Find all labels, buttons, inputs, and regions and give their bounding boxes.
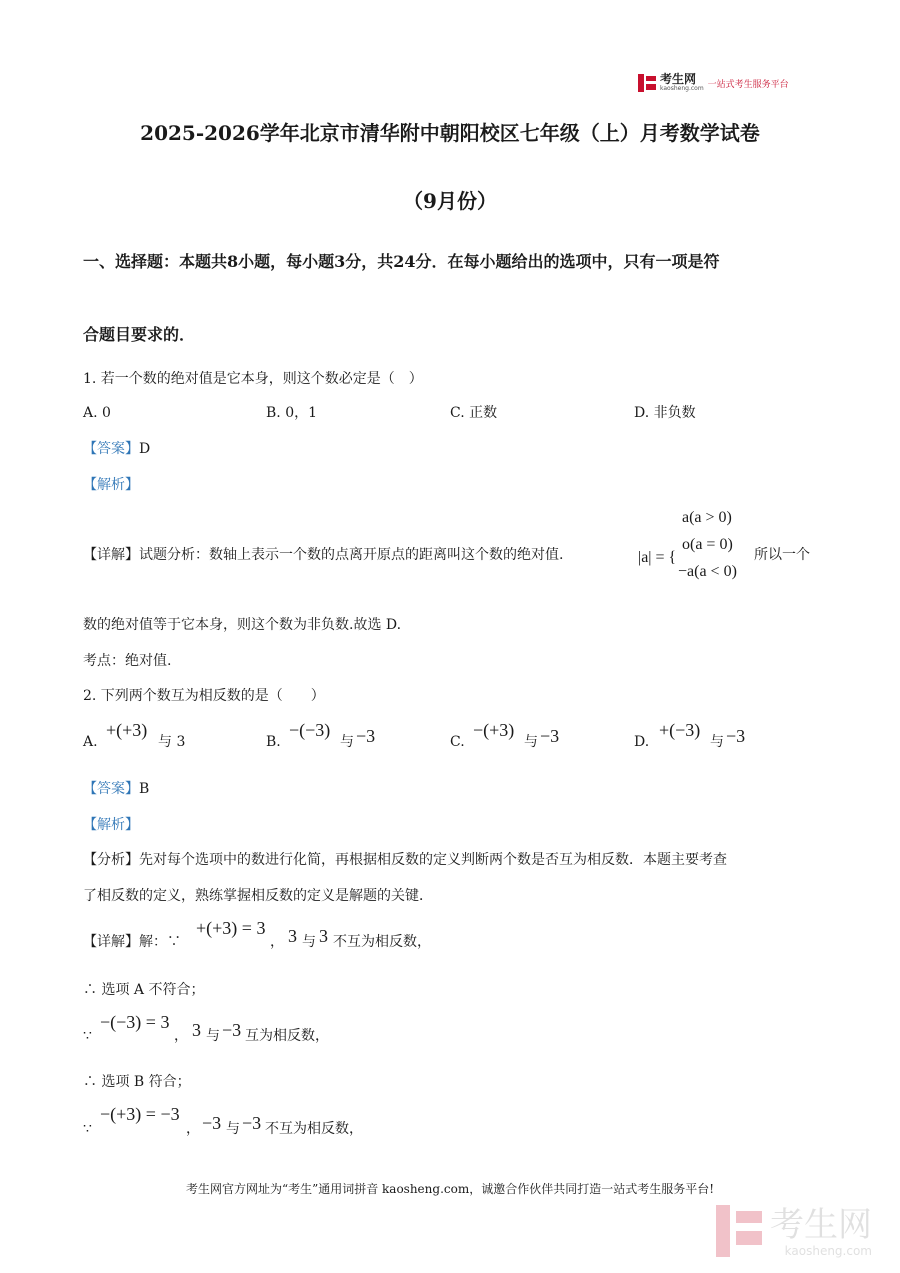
- abs-case-3: −a(a < 0): [678, 563, 737, 580]
- logo-slogan: 一站式考生服务平台: [707, 79, 789, 90]
- q1-detail-suffix: 所以一个: [754, 547, 810, 563]
- q2-answer: [83, 779, 149, 799]
- q2-detail1-comma: ，: [270, 934, 284, 950]
- q2-detail1-a: 3: [288, 926, 297, 946]
- q2-detail-prefix: 【详解】解：∵: [83, 934, 181, 950]
- q2-option-c-val: −3: [540, 726, 560, 746]
- q2-analysis-tag: 【解析】: [83, 817, 139, 833]
- q2-option-c-label: C.: [450, 734, 465, 750]
- q1-option-a: A. 0: [83, 405, 111, 421]
- q1-detail-line2: 数的绝对值等于它本身，则这个数为非负数.故选 D.: [83, 617, 402, 633]
- watermark-sub: kaosheng.com: [784, 1244, 872, 1258]
- header-logo: [638, 72, 789, 94]
- q2-detail1-tail: 不互为相反数，: [333, 934, 431, 950]
- watermark: [716, 1205, 872, 1257]
- q1-option-d: D. 非负数: [634, 405, 696, 421]
- q2-detail1-b: 3: [319, 926, 328, 946]
- q2-detail3-expr: −(+3) = −3: [100, 1104, 180, 1124]
- q2-detail3-yu: 与: [226, 1121, 240, 1137]
- q2-detail2-tail: 互为相反数，: [245, 1028, 329, 1044]
- because-symbol-2: ∵: [83, 1028, 92, 1044]
- q2-detail3-a: −3: [202, 1113, 222, 1133]
- section-heading-line1: 一、选择题：本题共8小题，每小题3分，共24分．在每小题给出的选项中，只有一项是符: [83, 252, 720, 271]
- q2-option-c-tail: 与: [524, 734, 538, 750]
- q1-kaodian: 考点：绝对值.: [83, 653, 172, 669]
- abs-lhs: |a| = {: [638, 549, 677, 566]
- q2-detail2-comma: ，: [174, 1028, 188, 1044]
- answer-tag: 【答案】: [83, 441, 139, 457]
- section-heading-line2: 合题目要求的．: [83, 325, 196, 344]
- page-title: 2025-2026学年北京市清华附中朝阳校区七年级（上）月考数学试卷: [140, 121, 760, 145]
- q2-detail3-tail: 不互为相反数，: [265, 1121, 363, 1137]
- q2-option-a-tail: 与 3: [158, 734, 186, 750]
- q2-detail3-b: −3: [242, 1113, 262, 1133]
- q2-conclusion-2: ∴ 选项 B 符合；: [83, 1074, 191, 1090]
- q2-fenxi-line1: 【分析】先对每个选项中的数进行化简，再根据相反数的定义判断两个数是否互为相反数．本题主要考查: [83, 852, 727, 868]
- q2-detail2-b: −3: [222, 1020, 242, 1040]
- watermark-text: 考生网: [770, 1205, 872, 1245]
- q2-detail1-expr: +(+3) = 3: [196, 918, 266, 938]
- q2-option-d-val: −3: [726, 726, 746, 746]
- q2-detail2-a: 3: [192, 1020, 201, 1040]
- q1-analysis-tag: 【解析】: [83, 477, 139, 493]
- page-subtitle: （9月份）: [403, 189, 497, 213]
- q2-option-b-val: −3: [356, 726, 376, 746]
- q2-option-a-expr: +(+3): [106, 720, 148, 740]
- q2-option-d-tail: 与: [710, 734, 724, 750]
- q2-option-b-label: B.: [266, 734, 281, 750]
- watermark-logo-icon: [716, 1205, 762, 1257]
- q1-option-b: B. 0，1: [266, 405, 318, 421]
- logo-sub: kaosheng.com: [660, 85, 704, 92]
- q2-option-c-expr: −(+3): [473, 720, 515, 740]
- q2-stem: 2. 下列两个数互为相反数的是（ ）: [83, 688, 325, 704]
- q2-option-d-expr: +(−3): [659, 720, 701, 740]
- q2-detail2-expr: −(−3) = 3: [100, 1012, 170, 1032]
- answer-tag: 【答案】: [83, 781, 139, 797]
- q1-option-c: C. 正数: [450, 405, 498, 421]
- q2-conclusion-1: ∴ 选项 A 不符合；: [83, 982, 205, 998]
- q2-option-b-tail: 与: [340, 734, 354, 750]
- kaosheng-logo-icon: [638, 74, 656, 92]
- q1-answer: [83, 439, 150, 459]
- answer-value: D: [139, 441, 151, 457]
- because-symbol-3: ∵: [83, 1121, 92, 1137]
- q1-detail-prefix: 【详解】试题分析：数轴上表示一个数的点离开原点的距离叫这个数的绝对值.: [83, 547, 564, 563]
- q2-fenxi-line2: 了相反数的定义，熟练掌握相反数的定义是解题的关键．: [83, 888, 433, 904]
- q2-option-a-label: A.: [83, 734, 98, 750]
- abs-cases: [678, 504, 737, 585]
- q2-detail2-yu: 与: [206, 1028, 220, 1044]
- logo-brand: 考生网 kaosheng.com: [660, 72, 704, 92]
- q2-option-b-expr: −(−3): [289, 720, 331, 740]
- answer-value: B: [139, 781, 150, 797]
- q1-stem: 1. 若一个数的绝对值是它本身，则这个数必定是（ ）: [83, 371, 423, 387]
- q2-option-d-label: D.: [634, 734, 650, 750]
- q2-detail3-comma: ，: [186, 1121, 200, 1137]
- page-footer: 考生网官方网址为“考生”通用词拼音 kaosheng.com，诚邀合作伙伴共同打造一站式考生服务平台!: [185, 1182, 715, 1196]
- abs-case-2: o(a = 0): [682, 536, 733, 553]
- q2-detail1-yu: 与: [302, 934, 316, 950]
- abs-case-1: a(a > 0): [682, 509, 732, 526]
